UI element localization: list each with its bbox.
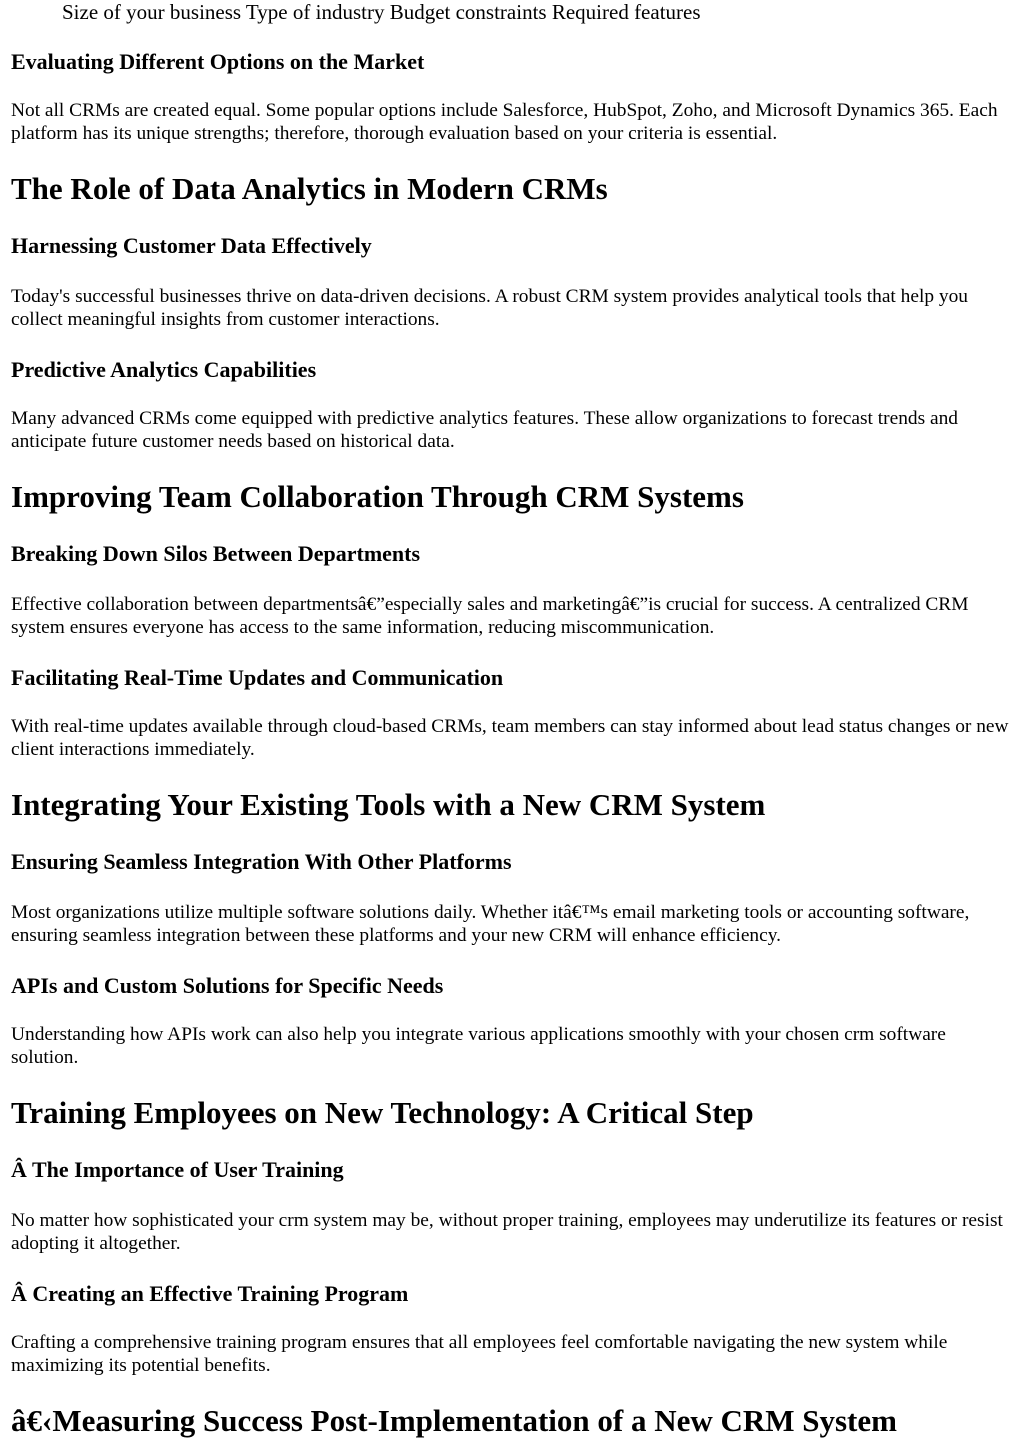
integration-sub2-body: Understanding how APIs work can also help you integrate various applications smoothly with your chosen crm software solution. [11, 1024, 946, 1068]
collaboration-sub2-body: With real-time updates available through cloud-based CRMs, team members can stay informed about lead status changes or new client interactions immediately. [11, 716, 1009, 760]
collaboration-sub1-heading: Breaking Down Silos Between Departments [11, 541, 421, 566]
analytics-sub2-heading: Predictive Analytics Capabilities [11, 357, 317, 382]
measuring-title: â€‹Measuring Success Post-Implementation of a New CRM System [11, 1403, 897, 1438]
training-sub2-heading: Â Creating an Effective Training Program [11, 1281, 409, 1306]
evaluating-heading: Evaluating Different Options on the Market [11, 49, 425, 74]
integration-sub2-heading: APIs and Custom Solutions for Specific Needs [11, 973, 444, 998]
evaluating-body: Not all CRMs are created equal. Some popular options include Salesforce, HubSpot, Zoho, and Microsoft Dynamics 365. Each platform has its unique strengths; therefore, thorough evaluation based on your criteria is essential. [11, 100, 998, 144]
training-sub2-body: Crafting a comprehensive training program ensures that all employees feel comfortable navigating the new system while maximizing its potential benefits. [11, 1332, 948, 1376]
integration-sub1-body: Most organizations utilize multiple software solutions daily. Whether itâ€™s email marketing tools or accounting software, ensuring seamless integration between these platforms and your new CRM will enhance efficiency. [11, 902, 970, 946]
collaboration-title: Improving Team Collaboration Through CRM Systems [11, 479, 744, 514]
training-sub1-heading: Â The Importance of User Training [11, 1157, 344, 1182]
analytics-sub1-heading: Harnessing Customer Data Effectively [11, 233, 372, 258]
integration-sub1-heading: Ensuring Seamless Integration With Other Platforms [11, 849, 512, 874]
training-title: Training Employees on New Technology: A Critical Step [11, 1095, 754, 1130]
analytics-sub1-body: Today's successful businesses thrive on data-driven decisions. A robust CRM system provides analytical tools that help you collect meaningful insights from customer interactions. [11, 286, 968, 330]
analytics-sub2-body: Many advanced CRMs come equipped with predictive analytics features. These allow organizations to forecast trends and anticipate future customer needs based on historical data. [11, 408, 958, 452]
collaboration-sub2-heading: Facilitating Real-Time Updates and Communication [11, 665, 504, 690]
integration-title: Integrating Your Existing Tools with a New CRM System [11, 787, 766, 822]
training-sub1-body: No matter how sophisticated your crm system may be, without proper training, employees may underutilize its features or resist adopting it altogether. [11, 1210, 1003, 1254]
analytics-title: The Role of Data Analytics in Modern CRMs [11, 171, 608, 206]
collaboration-sub1-body: Effective collaboration between departmentsâ€”especially sales and marketingâ€”is crucial for success. A centralized CRM system ensures everyone has access to the same information, reducing miscommunication. [11, 594, 969, 638]
intro-list-text: Size of your business Type of industry Budget constraints Required features [62, 0, 701, 24]
